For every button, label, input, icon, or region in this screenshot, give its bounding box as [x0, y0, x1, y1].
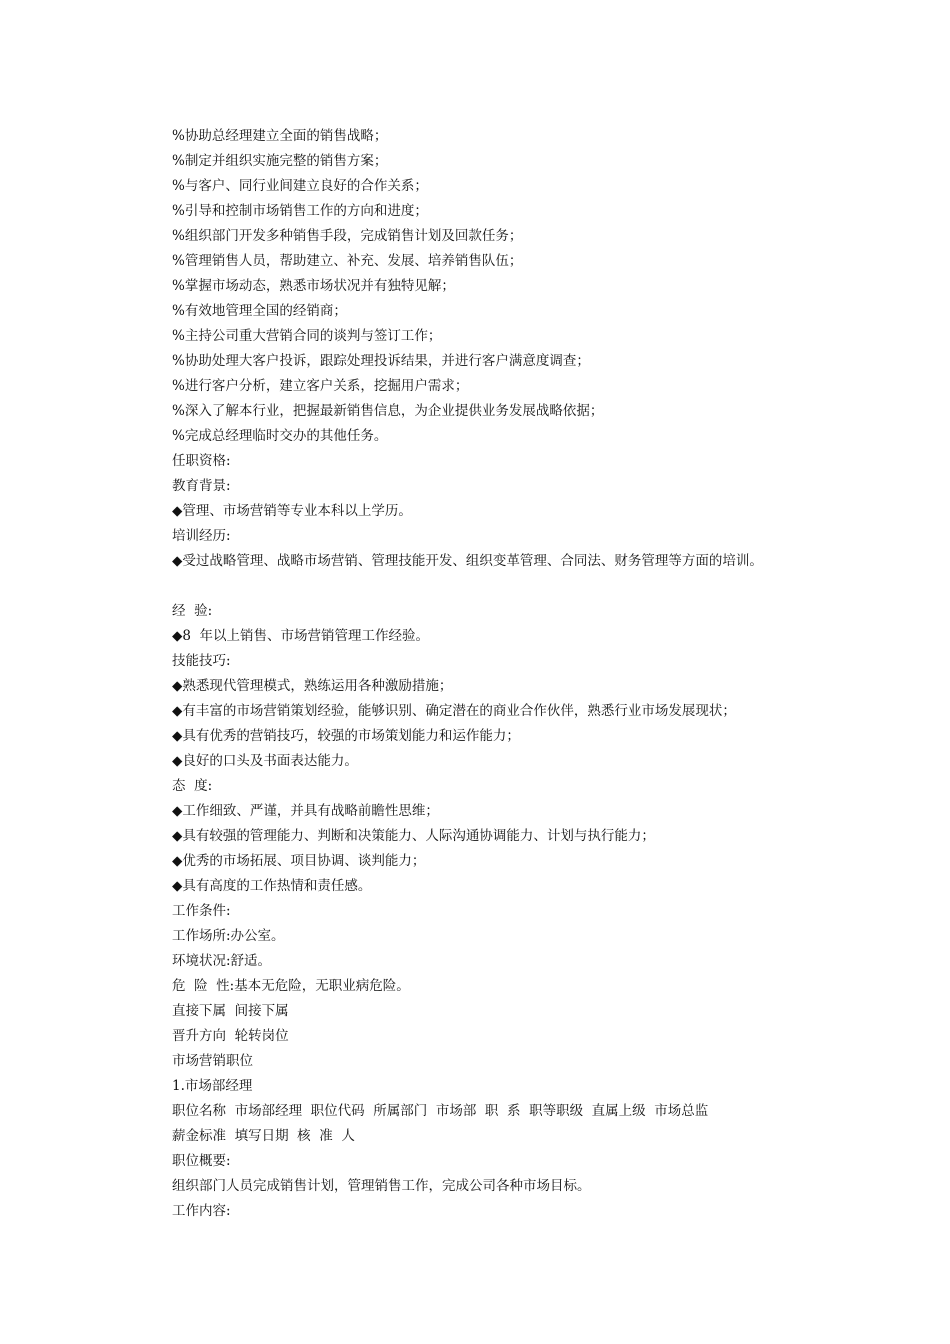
text-line: %制定并组织实施完整的销售方案； — [172, 153, 388, 169]
text-line: 任职资格: — [172, 453, 231, 469]
text-line: ◆有丰富的市场营销策划经验，能够识别、确定潜在的商业合作伙伴，熟悉行业市场发展现状； — [172, 703, 736, 719]
text-line: %有效地管理全国的经销商； — [172, 303, 347, 319]
text-line: ◆具有优秀的营销技巧，较强的市场策划能力和运作能力； — [172, 728, 520, 744]
blank-line — [172, 574, 872, 599]
document-body — [172, 124, 872, 1224]
text-line: 危 险 性:基本无危险，无职业病危险。 — [172, 978, 410, 994]
text-line: %管理销售人员，帮助建立、补充、发展、培养销售队伍； — [172, 253, 523, 269]
text-line: %完成总经理临时交办的其他任务。 — [172, 428, 388, 444]
text-line: 技能技巧: — [172, 653, 231, 669]
text-line: 薪金标准 填写日期 核 准 人 — [172, 1128, 355, 1144]
text-line: ◆管理、市场营销等专业本科以上学历。 — [172, 503, 412, 519]
text-line: 职位名称 市场部经理 职位代码 所属部门 市场部 职 系 职等职级 直属上级 市场总监 — [172, 1103, 709, 1119]
text-line: %深入了解本行业，把握最新销售信息，为企业提供业务发展战略依据； — [172, 403, 604, 419]
text-line: 1.市场部经理 — [172, 1078, 253, 1094]
text-line: 环境状况:舒适。 — [172, 953, 272, 969]
text-line: %与客户、同行业间建立良好的合作关系； — [172, 178, 428, 194]
text-line: ◆具有高度的工作热情和责任感。 — [172, 878, 372, 894]
text-line: ◆受过战略管理、战略市场营销、管理技能开发、组织变革管理、合同法、财务管理等方面的培训。 — [172, 553, 763, 569]
text-line: 组织部门人员完成销售计划，管理销售工作，完成公司各种市场目标。 — [172, 1178, 591, 1194]
text-line: 工作场所:办公室。 — [172, 928, 285, 944]
text-line: 职位概要: — [172, 1153, 231, 1169]
text-line: %主持公司重大营销合同的谈判与签订工作； — [172, 328, 442, 344]
text-line: 市场营销职位 — [172, 1053, 253, 1069]
text-line: %进行客户分析，建立客户关系，挖掘用户需求； — [172, 378, 469, 394]
text-line: %协助处理大客户投诉，跟踪处理投诉结果，并进行客户满意度调查； — [172, 353, 590, 369]
text-line: %协助总经理建立全面的销售战略； — [172, 128, 388, 144]
text-line: ◆具有较强的管理能力、判断和决策能力、人际沟通协调能力、计划与执行能力； — [172, 828, 655, 844]
text-line: ◆优秀的市场拓展、项目协调、谈判能力； — [172, 853, 426, 869]
text-line: ◆良好的口头及书面表达能力。 — [172, 753, 358, 769]
text-line: 直接下属 间接下属 — [172, 1003, 289, 1019]
text-line: ◆8 年以上销售、市场营销管理工作经验。 — [172, 628, 430, 644]
text-line: 晋升方向 轮转岗位 — [172, 1028, 289, 1044]
text-line: 教育背景: — [172, 478, 231, 494]
text-line: ◆工作细致、严谨，并具有战略前瞻性思维； — [172, 803, 439, 819]
text-line: %掌握市场动态，熟悉市场状况并有独特见解； — [172, 278, 455, 294]
text-line: 态 度: — [172, 778, 213, 794]
text-line: 工作条件: — [172, 903, 231, 919]
text-line: %引导和控制市场销售工作的方向和进度； — [172, 203, 428, 219]
text-line: %组织部门开发多种销售手段，完成销售计划及回款任务； — [172, 228, 523, 244]
text-line: ◆熟悉现代管理模式，熟练运用各种激励措施； — [172, 678, 453, 694]
text-line: 培训经历: — [172, 528, 231, 544]
text-line: 经 验: — [172, 603, 213, 619]
text-line: 工作内容: — [172, 1203, 231, 1219]
